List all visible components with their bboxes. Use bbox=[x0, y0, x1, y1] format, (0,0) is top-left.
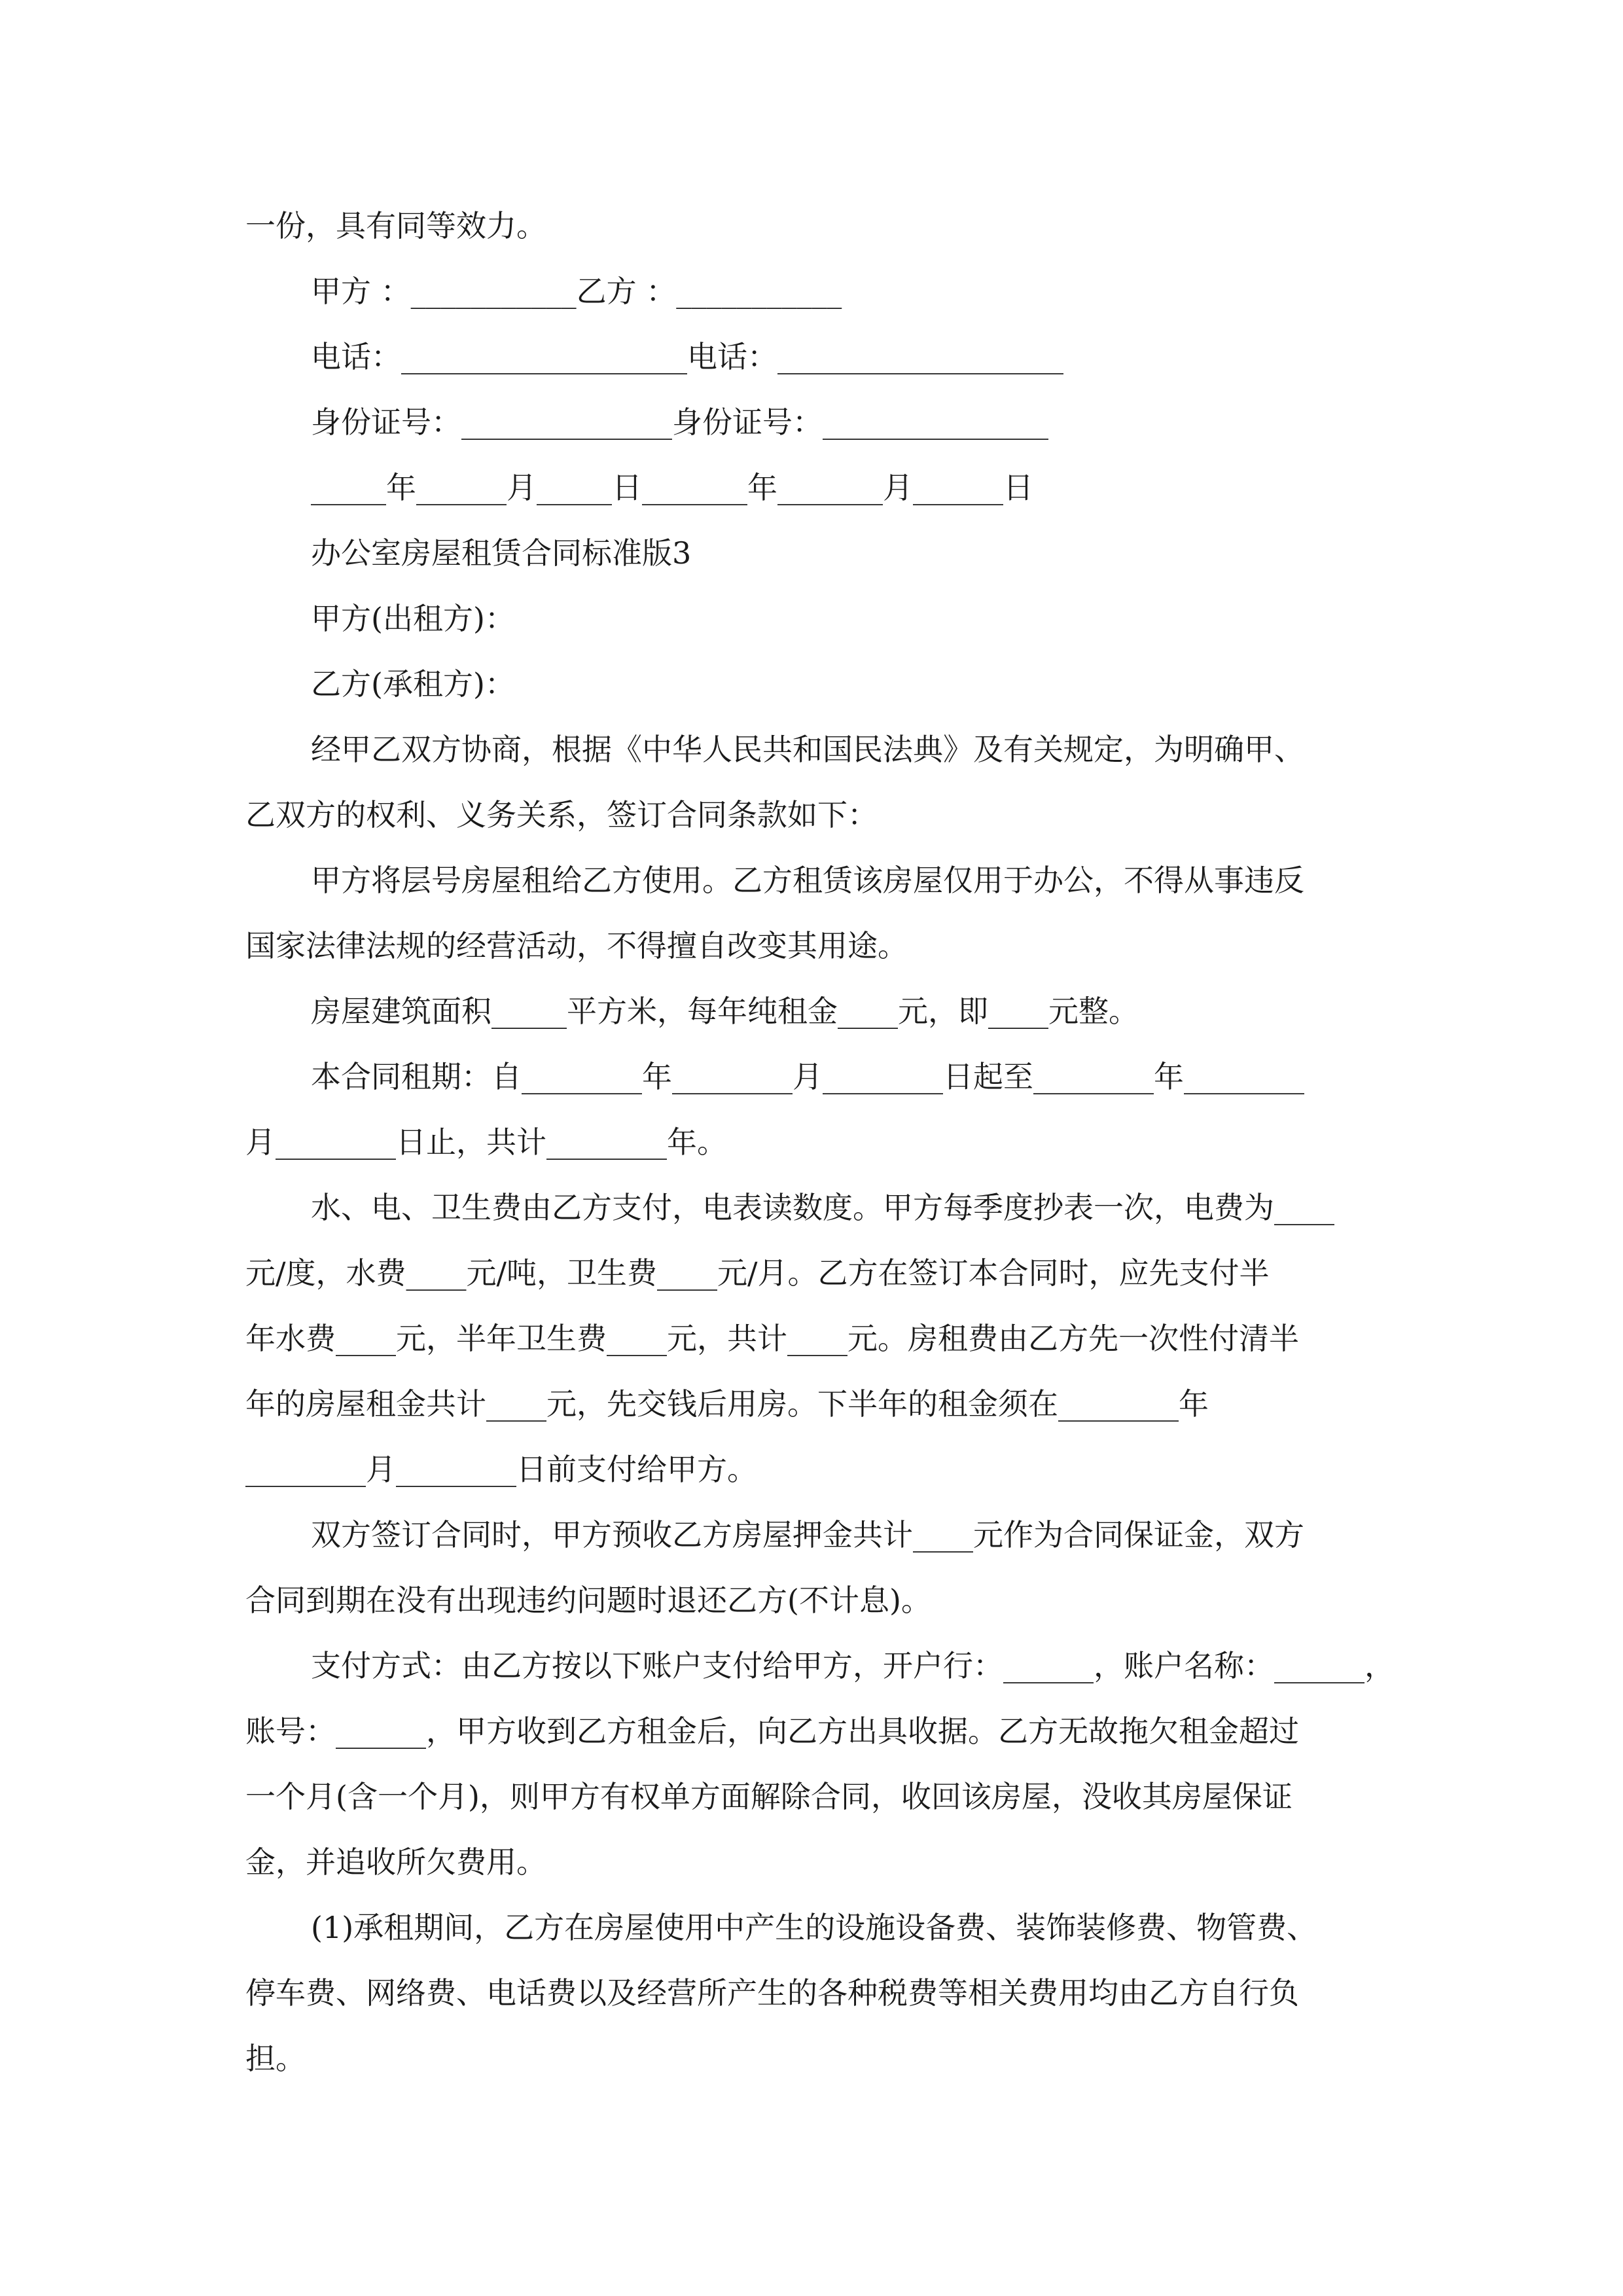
text-line: 担。 bbox=[245, 2041, 306, 2076]
text-line: 双方签订合同时，甲方预收乙方房屋押金共计____元作为合同保证金，双方 bbox=[311, 1517, 1304, 1552]
text-line: 房屋建筑面积_____平方米，每年纯租金____元，即____元整。 bbox=[311, 994, 1139, 1029]
text-line: 停车费、网络费、电话费以及经营所产生的各种税费等相关费用均由乙方自行负 bbox=[245, 1975, 1299, 2011]
text-line: 元/度，水费____元/吨，卫生费____元/月。乙方在签订本合同时，应先支付半 bbox=[245, 1255, 1270, 1291]
text-line: 合同到期在没有出现违约问题时退还乙方(不计息)。 bbox=[245, 1583, 931, 1618]
signature-line-parties: 甲方 ：___________乙方 ：___________ bbox=[311, 274, 842, 309]
text-line: 一个月(含一个月)，则甲方有权单方面解除合同，收回该房屋，没收其房屋保证 bbox=[245, 1779, 1293, 1814]
text-line: 本合同租期：自________年________月________日起至________年________ bbox=[311, 1059, 1304, 1094]
text-line: (1)承租期间，乙方在房屋使用中产生的设施设备费、装饰装修费、物管费、 bbox=[311, 1910, 1317, 1945]
party-a-label: 甲方(出租方)： bbox=[311, 601, 515, 636]
signature-line-phone: 电话：___________________电话：___________________ bbox=[311, 339, 1063, 374]
text-line: 水、电、卫生费由乙方支付，电表读数度。甲方每季度抄表一次，电费为____ bbox=[311, 1190, 1334, 1225]
signature-line-date: _____年______月_____日_______年_______月______日 bbox=[311, 470, 1033, 505]
text-line: 支付方式：由乙方按以下账户支付给甲方，开户行：______，账户名称：______， bbox=[311, 1648, 1395, 1683]
text-line: ________月________日前支付给甲方。 bbox=[245, 1452, 757, 1487]
text-line: 甲方将层号房屋租给乙方使用。乙方租赁该房屋仅用于办公，不得从事违反 bbox=[311, 863, 1304, 898]
text-line: 经甲乙双方协商，根据《中华人民共和国民法典》及有关规定，为明确甲、 bbox=[311, 732, 1304, 767]
text-line: 年的房屋租金共计____元，先交钱后用房。下半年的租金须在________年 bbox=[245, 1386, 1209, 1422]
text-line: 一份，具有同等效力。 bbox=[245, 208, 546, 243]
text-line: 国家法律法规的经营活动，不得擅自改变其用途。 bbox=[245, 928, 908, 963]
section-title: 办公室房屋租赁合同标准版3 bbox=[311, 535, 692, 571]
text-line: 月________日止，共计________年。 bbox=[245, 1124, 727, 1160]
text-line: 金，并追收所欠费用。 bbox=[245, 1844, 546, 1880]
signature-line-id: 身份证号：______________身份证号：_______________ bbox=[311, 404, 1048, 440]
party-b-label: 乙方(承租方)： bbox=[311, 666, 515, 702]
text-line: 年水费____元，半年卫生费____元，共计____元。房租费由乙方先一次性付清半 bbox=[245, 1321, 1299, 1356]
text-line: 账号：______，甲方收到乙方租金后，向乙方出具收据。乙方无故拖欠租金超过 bbox=[245, 1713, 1299, 1749]
text-line: 乙双方的权利、义务关系，签订合同条款如下： bbox=[245, 797, 878, 833]
